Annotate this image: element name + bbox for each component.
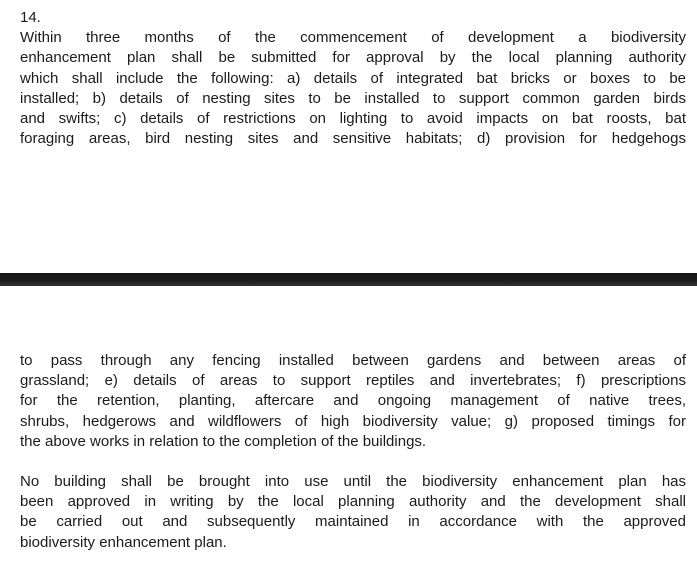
condition-paragraph-continued <box>20 351 686 452</box>
condition-paragraph-top <box>20 8 686 149</box>
page-break-bar <box>0 273 697 286</box>
text-line: be carried out and subsequently maintained in accordance with the approved <box>20 513 686 531</box>
text-line: and swifts; c) details of restrictions on lighting to avoid impacts on bat roosts, bat <box>20 110 686 128</box>
text-line: the above works in relation to the completion of the buildings. <box>20 432 427 450</box>
text-line: grassland; e) details of areas to support reptiles and invertebrates; f) prescriptions <box>20 372 686 390</box>
text-line: installed; b) details of nesting sites to be installed to support common garden birds <box>20 89 686 107</box>
text-line: been approved in writing by the local planning authority and the development shall <box>20 493 686 511</box>
text-line: foraging areas, bird nesting sites and sensitive habitats; d) provision for hedgehogs <box>20 130 686 148</box>
text-line: to pass through any fencing installed between gardens and between areas of <box>20 352 686 369</box>
text-line: which shall include the following: a) details of integrated bat bricks or boxes to be <box>20 69 686 87</box>
text-line: enhancement plan shall be submitted for approval by the local planning authority <box>20 49 686 67</box>
text-line: shrubs, hedgerows and wildflowers of high biodiversity value; g) proposed timings for <box>20 412 686 430</box>
text-line: for the retention, planting, aftercare and ongoing management of native trees, <box>20 392 686 410</box>
text-line: No building shall be brought into use until the biodiversity enhancement plan has <box>20 473 686 490</box>
condition-number: 14. <box>20 9 41 26</box>
text-line: biodiversity enhancement plan. <box>20 533 227 551</box>
text-line: Within three months of the commencement of development a biodiversity <box>20 29 686 47</box>
condition-paragraph-final <box>20 472 686 553</box>
